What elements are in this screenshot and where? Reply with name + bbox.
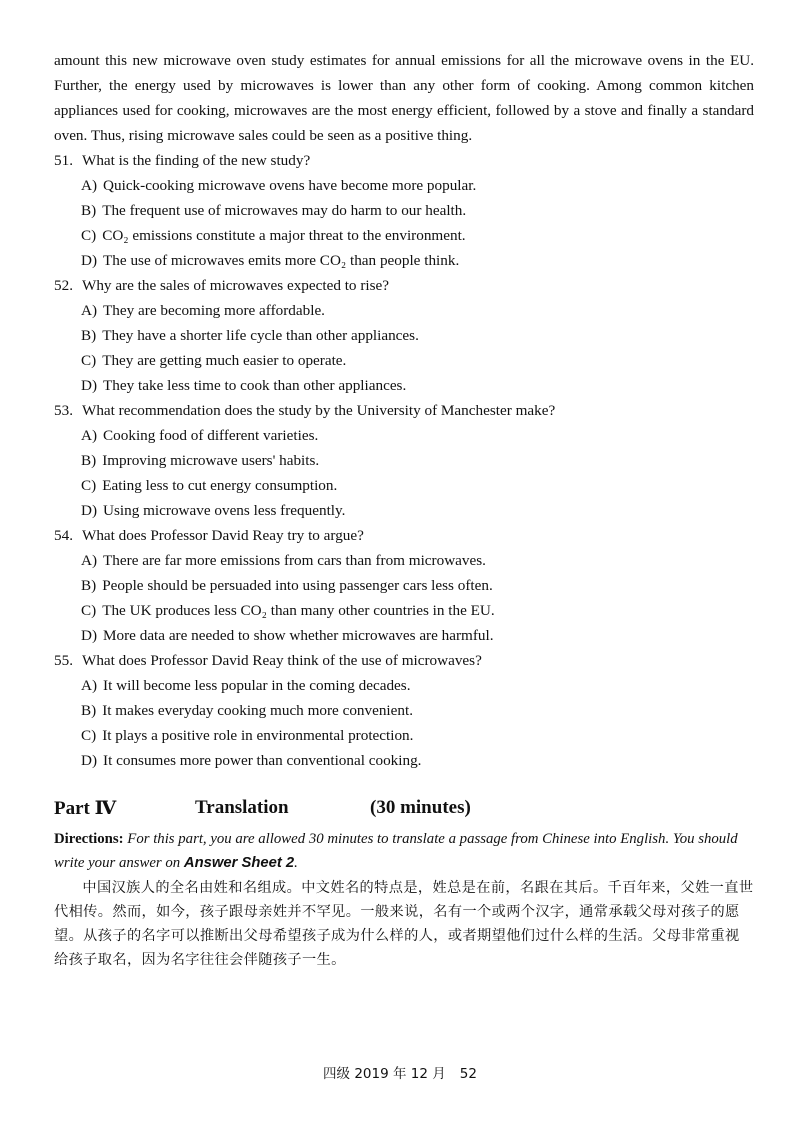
question-number: 55. xyxy=(54,652,73,669)
option-text: Improving microwave users' habits. xyxy=(102,452,320,469)
option-label: B) xyxy=(81,702,97,719)
option-label: B) xyxy=(81,452,97,469)
option-label: C) xyxy=(81,352,97,369)
answer-option xyxy=(54,173,754,198)
part-title: Translation xyxy=(195,797,289,818)
option-label: C) xyxy=(81,602,97,619)
option-text: There are far more emissions from cars than from microwaves. xyxy=(103,552,486,569)
answer-option xyxy=(54,698,754,723)
option-label: A) xyxy=(81,552,98,569)
option-text: Cooking food of different varieties. xyxy=(103,427,319,444)
option-label: C) xyxy=(81,477,97,494)
option-label: D) xyxy=(81,752,98,769)
option-text: CO₂ emissions constitute a major threat to the environment. xyxy=(102,227,466,244)
directions xyxy=(54,827,754,875)
option-label: A) xyxy=(81,677,98,694)
option-text: Quick-cooking microwave ovens have become more popular. xyxy=(103,177,477,194)
answer-option xyxy=(54,198,754,223)
option-text: The UK produces less CO₂ than many other countries in the EU. xyxy=(102,602,495,619)
option-label: A) xyxy=(81,302,98,319)
option-text: It makes everyday cooking much more convenient. xyxy=(102,702,414,719)
chinese-passage: 中国汉族人的全名由姓和名组成。中文姓名的特点是，姓总是在前，名跟在其后。千百年来，父姓一直世代相传。然而，如今，孩子跟母亲姓并不罕见。一般来说，名有一个或两个汉字，通常承载父母对孩子的愿望。从孩子的名字可以推断出父母希望孩子成为什么样的人，或者期望他们过什么样的生活。父母非常重视给孩子取名，因为名字往往会伴随孩子一生。 xyxy=(54,880,754,968)
option-text: The use of microwaves emits more CO₂ than people think. xyxy=(103,252,460,269)
answer-sheet-ref: Answer Sheet 2 xyxy=(183,855,295,871)
question-list xyxy=(54,148,754,773)
directions-end: . xyxy=(294,855,298,871)
question-51 xyxy=(54,148,754,173)
question-54 xyxy=(54,523,754,548)
option-label: D) xyxy=(81,252,98,269)
question-number: 54. xyxy=(54,527,73,544)
option-text: People should be persuaded into using passenger cars less often. xyxy=(102,577,493,594)
answer-option xyxy=(54,723,754,748)
option-text: It consumes more power than conventional cooking. xyxy=(103,752,422,769)
answer-option xyxy=(54,673,754,698)
option-label: C) xyxy=(81,227,97,244)
passage-continuation: amount this new microwave oven study estimates for annual emissions for all the microwave ovens in the EU. Further, the energy used by microwaves is lower than any other form of cooking. Among common kitchen appliances used for cooking, microwaves are the most energy efficient, followed by a stove and finally a standard oven. Thus, rising microwave sales could be seen as a positive thing. xyxy=(54,52,754,144)
question-number: 51. xyxy=(54,152,73,169)
question-text: What is the finding of the new study? xyxy=(82,152,311,169)
answer-option xyxy=(54,498,754,523)
answer-option xyxy=(54,348,754,373)
option-text: They are becoming more affordable. xyxy=(103,302,325,319)
page-footer xyxy=(0,1062,800,1082)
answer-option xyxy=(54,473,754,498)
option-text: Using microwave ovens less frequently. xyxy=(103,502,346,519)
option-text: It plays a positive role in environmental protection. xyxy=(102,727,414,744)
question-text: What recommendation does the study by the University of Manchester make? xyxy=(82,402,556,419)
option-label: D) xyxy=(81,502,98,519)
question-text: What does Professor David Reay think of the use of microwaves? xyxy=(82,652,482,669)
option-label: D) xyxy=(81,627,98,644)
option-label: B) xyxy=(81,327,97,344)
question-53 xyxy=(54,398,754,423)
option-label: A) xyxy=(81,427,98,444)
answer-option xyxy=(54,248,754,273)
answer-option xyxy=(54,598,754,623)
page-number: 52 xyxy=(459,1066,477,1082)
answer-option xyxy=(54,623,754,648)
part-label: Part Ⅳ xyxy=(54,798,117,819)
directions-label: Directions: xyxy=(54,831,124,847)
answer-option xyxy=(54,423,754,448)
question-number: 52. xyxy=(54,277,73,294)
option-text: They have a shorter life cycle than other appliances. xyxy=(102,327,419,344)
option-label: C) xyxy=(81,727,97,744)
part-heading xyxy=(54,797,754,825)
answer-option xyxy=(54,573,754,598)
option-label: A) xyxy=(81,177,98,194)
option-text: More data are needed to show whether microwaves are harmful. xyxy=(103,627,494,644)
answer-option xyxy=(54,548,754,573)
option-text: They take less time to cook than other appliances. xyxy=(103,377,407,394)
directions-text: For this part, you are allowed 30 minutes to translate a passage from Chinese into English. You should write your answer on xyxy=(54,831,738,871)
answer-option xyxy=(54,223,754,248)
answer-option xyxy=(54,448,754,473)
option-label: B) xyxy=(81,202,97,219)
question-52 xyxy=(54,273,754,298)
answer-option xyxy=(54,373,754,398)
answer-option xyxy=(54,748,754,773)
question-number: 53. xyxy=(54,402,73,419)
option-label: D) xyxy=(81,377,98,394)
part-time: (30 minutes) xyxy=(370,797,471,818)
option-label: B) xyxy=(81,577,97,594)
question-55 xyxy=(54,648,754,673)
option-text: It will become less popular in the coming decades. xyxy=(103,677,411,694)
answer-option xyxy=(54,323,754,348)
question-text: Why are the sales of microwaves expected to rise? xyxy=(82,277,389,294)
footer-exam: 四级 2019 年 12 月 xyxy=(323,1066,446,1082)
answer-option xyxy=(54,298,754,323)
question-text: What does Professor David Reay try to argue? xyxy=(82,527,364,544)
option-text: They are getting much easier to operate. xyxy=(102,352,347,369)
option-text: Eating less to cut energy consumption. xyxy=(102,477,338,494)
exam-page xyxy=(54,48,754,972)
option-text: The frequent use of microwaves may do harm to our health. xyxy=(102,202,467,219)
